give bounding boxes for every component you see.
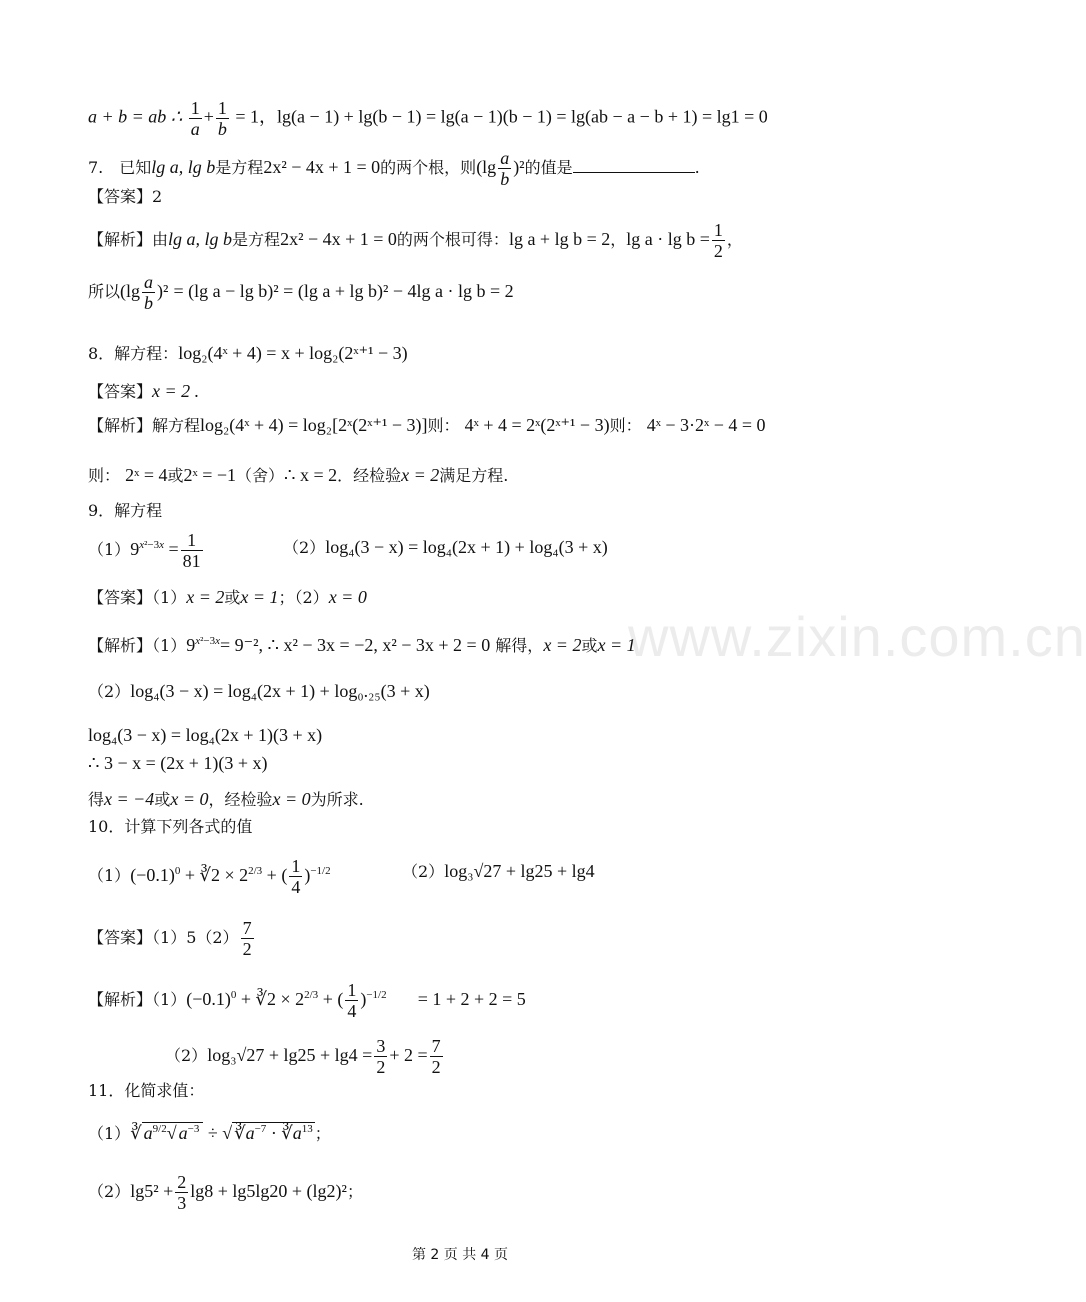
question-9: 9．解方程 bbox=[88, 501, 163, 520]
solution-9-step: log₄(3 − x) = log₄(2x + 1)(3 + x) bbox=[88, 725, 323, 745]
answer-8: 【答案】x = 2 . bbox=[88, 381, 200, 401]
derivation-line: a + b = ab ∴ $\frac{1}{a}$ + $\frac{1}{b}$ = 1，lg(a − 1) + lg(b − 1) = lg(a − 1)(b − 1) = lg(ab − a − b + 1) = lg1 = 0 bbox=[88, 98, 768, 139]
question-10: 10．计算下列各式的值 bbox=[88, 817, 253, 836]
solution-9-step: ∴ 3 − x = (2x + 1)(3 + x) bbox=[88, 753, 268, 773]
watermark: www.zixin.com.cn bbox=[628, 605, 1086, 668]
question-11: 11．化简求值： bbox=[88, 1081, 205, 1100]
question-8: 8．解方程：log₂(4ˣ + 4) = x + log₂(2ˣ⁺¹ − 3) bbox=[88, 343, 408, 363]
solution-9: 【解析】$(1)9^{x^2-3x}= 9^{-2}$, ∴ x² − 3x = −2, x² − 3x + 2 = 0 解得，x = 2或x = 1 bbox=[88, 635, 636, 655]
solution-8-cont: 则： 2ˣ = 4或2ˣ = −1（舍）∴ x = 2．经检验x = 2满足方程. bbox=[88, 465, 509, 485]
question-10-part1: $(1)(-0.1)^0$ + ∛2 × $2^{2/3}$ + ( $\frac{1}{4}$ )$^{-1/2}$ bbox=[88, 856, 331, 897]
answer-blank bbox=[573, 158, 695, 173]
answer-7: 【答案】2 bbox=[88, 187, 163, 206]
question-9-parts: $(1)9^{x^2-3x}$ = $\frac{1}{81}$ bbox=[88, 530, 201, 571]
question-10-part2: （2）log₃√27 + lg25 + lg4 bbox=[402, 861, 595, 881]
solution-9-part2: （2）log₄(3 − x) = log₄(2x + 1) + log₀.₂₅(3 + x) bbox=[88, 681, 430, 701]
solution-10-part2: （2）log₃√27 + lg25 + lg4 = $\frac{3}{2}$ + 2 = $\frac{7}{2}$ bbox=[165, 1036, 441, 1077]
question-11-part2: （2）lg5² + $\frac{2}{3}$ lg8 + lg5lg20 + (lg2)²； bbox=[88, 1172, 363, 1213]
question-7: 7. 已知lg a, lg b是方程2x² − 4x + 1 = 0的两个根，则(lg $\frac{a}{b}$ )²的值是 . bbox=[88, 148, 700, 189]
question-9-part2: （2）log₄(3 − x) = log₄(2x + 1) + log₄(3 + x) bbox=[283, 537, 608, 557]
solution-9-result: 得x = −4或x = 0，经检验x = 0为所求. bbox=[88, 789, 364, 809]
solution-7: 【解析】由lg a, lg b是方程2x² − 4x + 1 = 0的两个根可得：lg a + lg b = 2，lg a · lg b = $\frac{1}{2}$ ， bbox=[88, 220, 743, 261]
solution-7-cont: 所以(lg $\frac{a}{b}$ )² = (lg a − lg b)² = (lg a + lg b)² − 4lg a · lg b = 2 bbox=[88, 272, 514, 313]
page-footer: 第 2 页 共 4 页 bbox=[411, 1247, 509, 1263]
solution-8: 【解析】解方程log₂(4ˣ + 4) = log₂[2ˣ(2ˣ⁺¹ − 3)]则： 4ˣ + 4 = 2ˣ(2ˣ⁺¹ − 3)则： 4ˣ − 3·2ˣ − 4 = 0 bbox=[88, 415, 766, 435]
answer-10: 【答案】（1）5（2） $\frac{7}{2}$ bbox=[88, 918, 252, 959]
question-11-part1: （1）∛ $a^{9/2}√$ $a^{-3}$ ÷ √ $∛a^{-7}$ · $∛a^{13}$ ； bbox=[88, 1123, 331, 1143]
solution-10: 【解析】$(1)(-0.1)^0$ + ∛2 × $2^{2/3}$ + ( $\frac{1}{4}$ )$^{-1/2}$ = 1 + 2 + 2 = 5 bbox=[88, 980, 526, 1021]
answer-9: 【答案】（1）x = 2或x = 1；（2）x = 0 bbox=[88, 587, 367, 607]
